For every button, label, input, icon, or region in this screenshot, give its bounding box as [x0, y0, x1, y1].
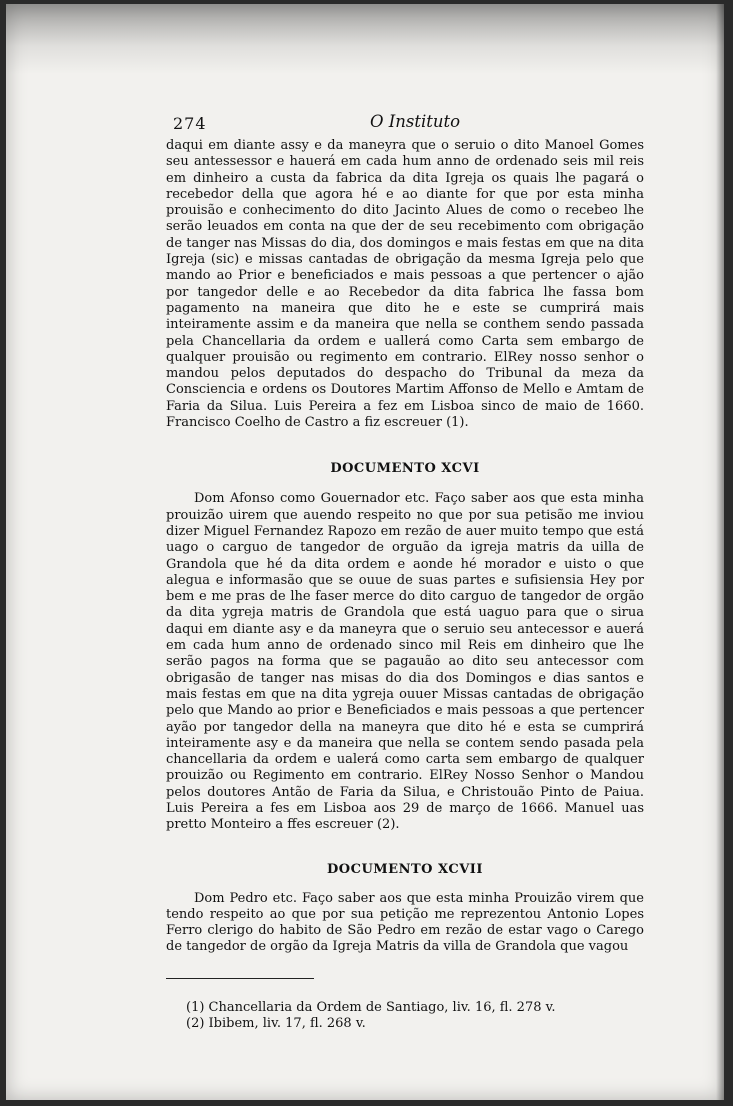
scanned-page [6, 4, 724, 1100]
page-number: 274 [173, 114, 207, 133]
continued-paragraph: daqui em diante assy e da maneyra que o seruio o dito Manoel Gomes seu antessessor e hauerá em cada hum anno de ordenado seis mil reis em dinheiro a custa da fabrica da dita Igreja os quais lhe pagará o recebedor della que agora hé e ao diante for que por esta minha prouisão e conhecimento do dito Jacinto Alues de como o recebeo lhe serão leuados em conta na que der de seu recebimento com obrigação de tanger nas Missas do dia, dos domingos e mais festas em que na dita Igreja (sic) e missas cantadas de obrigação da mesma Igreja pelo que mando ao Prior e beneficiados e mais pessoas a que pertencer o ajão por tangedor delle e ao Recebedor da dita fabrica lhe fassa bom pagamento na maneira que dito he e este se cumprirá mais inteiramente assim e da maneira que nella se conthem sendo passada pela Chancellaria da ordem e uallerá como Carta sem embargo de qualquer prouisão ou regimento em contrario. ElRey nosso senhor o mandou pelos deputados do despacho do Tribunal da meza da Consciencia e ordens os Doutores Martim Affonso de Mello e Amtam de Faria da Silua. Luis Pereira a fez em Lisboa sinco de maio de 1660. Francisco Coelho de Castro a fiz escreuer (1). [166, 138, 644, 431]
document-xcvi-text: Dom Afonso como Gouernador etc. Faço saber aos que esta minha prouizão uirem que auendo respeito no que por sua petisão me inviou dizer Miguel Fernandez Rapozo em rezão de auer muito tempo que está uago o carguo de tangedor de orguão da igreja matris da uilla de Grandola que hé da dita ordem e aonde hé morador e uisto o que alegua e informasão que se ouue de suas partes e sufisiensia Hey por bem e me pras de lhe faser merce do dito carguo de tangedor de orgão da dita ygreja matris de Grandola que está uaguo para que o sirua daqui em diante asy e da maneyra que o seruio seu antecessor e auerá em cada hum anno de ordenado sinco mil Reis em dinheiro que lhe serão pagos na forma que se pagauão ao dito seu antecessor com obrigasão de tanger nas misas do dia dos Domingos e dias santos e mais festas em que na dita ygreja ouuer Missas cantadas de obrigação pelo que Mando ao prior e Beneficiados e mais pessoas a que pertencer ayão por tangedor della na maneyra que dito hé e esta se cumprirá inteiramente asy e da maneira que nella se contem sendo pasada pela chancellaria da ordem e ualerá como carta sem embargo de qualquer prouizão ou Regimento em contrario. ElRey Nosso Senhor o Mandou pelos doutores Antão de Faria da Silua, e Christouão Pinto de Paiua. Luis Pereira a fes em Lisboa aos 29 de março de 1666. Manuel uas pretto Monteiro a ffes escreuer (2). [166, 491, 644, 833]
page-content [166, 108, 644, 1032]
document-xcvii-heading: DOCUMENTO XCVII [327, 861, 483, 877]
footnote-1: (1) Chancellaria da Ordem de Santiago, liv. 16, fl. 278 v. [186, 999, 556, 1015]
document-xcvii-text: Dom Pedro etc. Faço saber aos que esta minha Prouizão virem que tendo respeito ao que por sua petição me reprezentou Antonio Lopes Ferro clerigo do habito de São Pedro em rezão de estar vago o Carego de tangedor de orgão da Igreja Matris da villa de Grandola que vagou [166, 890, 644, 955]
footnote-divider [166, 978, 314, 979]
running-head [166, 108, 644, 138]
journal-title: O Instituto [370, 112, 461, 131]
footnote-2: (2) Ibibem, liv. 17, fl. 268 v. [186, 1015, 366, 1031]
document-xcvi-heading: DOCUMENTO XCVI [330, 461, 480, 477]
